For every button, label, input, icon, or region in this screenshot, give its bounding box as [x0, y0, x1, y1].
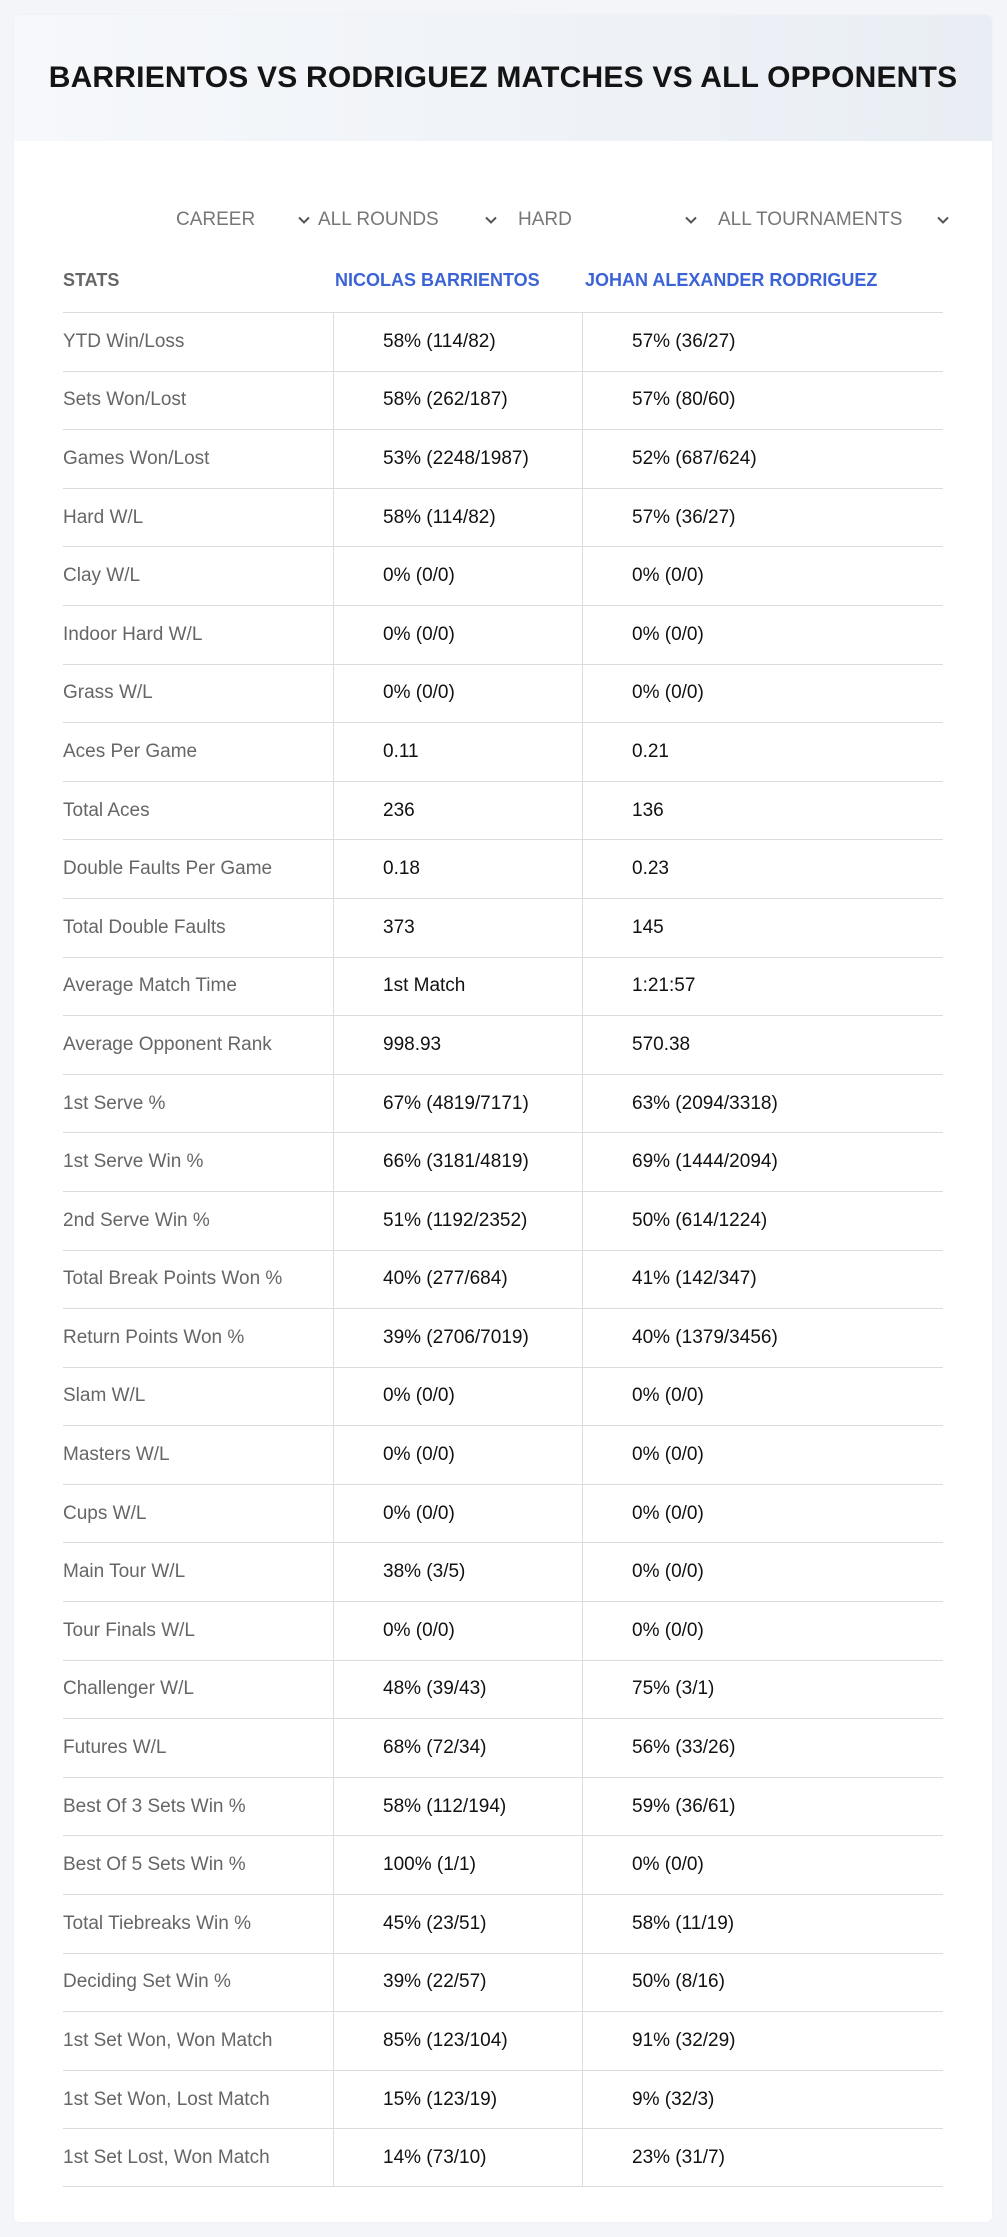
tournament-dropdown[interactable]: [718, 200, 950, 240]
table-row: [63, 1542, 943, 1601]
table-row: [63, 1250, 943, 1309]
stat-label: Double Faults Per Game: [63, 858, 273, 880]
player1-value: 0% (0/0): [333, 606, 582, 664]
player2-value: 1:21:57: [582, 958, 943, 1016]
player2-value: 9% (32/3): [582, 2071, 943, 2129]
table-row: [63, 371, 943, 430]
player2-value: 0% (0/0): [582, 1836, 943, 1894]
table-row: [63, 1015, 943, 1074]
player2-value: 57% (80/60): [582, 372, 943, 430]
table-row: [63, 1425, 943, 1484]
table-row: [63, 546, 943, 605]
player2-value: 0% (0/0): [582, 1426, 943, 1484]
player1-value: 0% (0/0): [333, 1485, 582, 1543]
player1-value: 14% (73/10): [333, 2129, 582, 2186]
player2-value: 136: [582, 782, 943, 840]
table-row: [63, 1894, 943, 1953]
player2-value: 0% (0/0): [582, 1368, 943, 1426]
player1-value: 100% (1/1): [333, 1836, 582, 1894]
table-row: [63, 605, 943, 664]
stat-label: Challenger W/L: [63, 1678, 194, 1700]
page-header: [14, 15, 992, 141]
table-row: [63, 488, 943, 547]
player2-value: 0% (0/0): [582, 1602, 943, 1660]
stat-label: Main Tour W/L: [63, 1561, 186, 1583]
player2-value: 56% (33/26): [582, 1719, 943, 1777]
player2-value: 0.23: [582, 840, 943, 898]
player2-value: 0% (0/0): [582, 1543, 943, 1601]
player1-value: 0% (0/0): [333, 547, 582, 605]
stat-label: Grass W/L: [63, 682, 153, 704]
stats-column-header: STATS: [63, 269, 120, 290]
player1-value: 45% (23/51): [333, 1895, 582, 1953]
player1-value: 58% (114/82): [333, 489, 582, 547]
stat-label: Average Opponent Rank: [63, 1033, 272, 1055]
stat-label: Sets Won/Lost: [63, 389, 187, 411]
stat-label: Cups W/L: [63, 1502, 147, 1524]
player1-value: 53% (2248/1987): [333, 430, 582, 488]
table-row: [63, 839, 943, 898]
stat-label: 1st Serve Win %: [63, 1151, 204, 1173]
stat-label: 1st Set Won, Lost Match: [63, 2088, 270, 2110]
table-row: [63, 1191, 943, 1250]
table-row: [63, 1074, 943, 1133]
stat-label: Tour Finals W/L: [63, 1619, 195, 1641]
stat-label: Total Double Faults: [63, 916, 226, 938]
stat-label: Hard W/L: [63, 506, 144, 528]
table-header: [14, 260, 992, 300]
player1-value: 373: [333, 899, 582, 957]
table-row: [63, 1835, 943, 1894]
player2-value: 0.21: [582, 723, 943, 781]
period-dropdown[interactable]: [176, 200, 311, 240]
tournament-dropdown-value: ALL TOURNAMENTS: [718, 209, 903, 230]
player1-value: 0% (0/0): [333, 1426, 582, 1484]
table-row: [63, 957, 943, 1016]
stat-label: Total Aces: [63, 799, 150, 821]
table-row: [63, 1777, 943, 1836]
player2-value: 63% (2094/3318): [582, 1075, 943, 1133]
player1-value: 51% (1192/2352): [333, 1192, 582, 1250]
player2-value: 50% (614/1224): [582, 1192, 943, 1250]
chevron-down-icon: [484, 213, 498, 227]
player2-value: 75% (3/1): [582, 1661, 943, 1719]
stat-label: 2nd Serve Win %: [63, 1209, 210, 1231]
stat-label: 1st Serve %: [63, 1092, 166, 1114]
table-row: [63, 1953, 943, 2012]
player2-value: 59% (36/61): [582, 1778, 943, 1836]
surface-dropdown-value: HARD: [518, 209, 572, 230]
table-row: [63, 1484, 943, 1543]
player2-value: 23% (31/7): [582, 2129, 943, 2186]
stat-label: Indoor Hard W/L: [63, 623, 203, 645]
stat-label: Futures W/L: [63, 1737, 167, 1759]
player1-value: 1st Match: [333, 958, 582, 1016]
surface-dropdown[interactable]: [518, 200, 698, 240]
stat-label: Total Tiebreaks Win %: [63, 1912, 251, 1934]
player1-value: 48% (39/43): [333, 1661, 582, 1719]
table-row: [63, 312, 943, 371]
player1-value: 40% (277/684): [333, 1251, 582, 1309]
stat-label: 1st Set Lost, Won Match: [63, 2146, 270, 2168]
stats-card: [14, 15, 992, 2222]
table-row: [63, 898, 943, 957]
player1-value: 58% (112/194): [333, 1778, 582, 1836]
table-row: [63, 781, 943, 840]
stat-label: Best Of 5 Sets Win %: [63, 1854, 246, 1876]
player1-value: 0% (0/0): [333, 1368, 582, 1426]
player2-value: 57% (36/27): [582, 313, 943, 371]
stat-label: Return Points Won %: [63, 1326, 245, 1348]
table-row: [63, 1601, 943, 1660]
player2-value: 145: [582, 899, 943, 957]
stat-label: Slam W/L: [63, 1385, 146, 1407]
player1-value: 0.11: [333, 723, 582, 781]
player2-column-header[interactable]: JOHAN ALEXANDER RODRIGUEZ: [585, 269, 878, 290]
player1-value: 85% (123/104): [333, 2012, 582, 2070]
player2-value: 69% (1444/2094): [582, 1133, 943, 1191]
chevron-down-icon: [684, 213, 698, 227]
table-row: [63, 1132, 943, 1191]
chevron-down-icon: [936, 213, 950, 227]
stat-label: YTD Win/Loss: [63, 330, 185, 352]
stat-label: Masters W/L: [63, 1444, 170, 1466]
player2-value: 0% (0/0): [582, 665, 943, 723]
player2-value: 0% (0/0): [582, 1485, 943, 1543]
table-row: [63, 1367, 943, 1426]
player1-value: 67% (4819/7171): [333, 1075, 582, 1133]
round-dropdown-value: ALL ROUNDS: [318, 209, 439, 230]
player1-value: 39% (2706/7019): [333, 1309, 582, 1367]
player2-value: 91% (32/29): [582, 2012, 943, 2070]
stat-label: Clay W/L: [63, 565, 141, 587]
stat-label: Total Break Points Won %: [63, 1268, 283, 1290]
player1-value: 15% (123/19): [333, 2071, 582, 2129]
player1-value: 58% (262/187): [333, 372, 582, 430]
player1-value: 0.18: [333, 840, 582, 898]
player2-value: 40% (1379/3456): [582, 1309, 943, 1367]
player1-column-header[interactable]: NICOLAS BARRIENTOS: [335, 269, 540, 290]
player2-value: 0% (0/0): [582, 547, 943, 605]
stat-label: Deciding Set Win %: [63, 1971, 231, 1993]
player2-value: 57% (36/27): [582, 489, 943, 547]
stats-table: [63, 312, 943, 2187]
period-dropdown-value: CAREER: [176, 209, 256, 230]
table-row: [63, 2128, 943, 2187]
stat-label: 1st Set Won, Won Match: [63, 2030, 273, 2052]
player2-value: 50% (8/16): [582, 1954, 943, 2012]
stat-label: Games Won/Lost: [63, 447, 210, 469]
table-row: [63, 1308, 943, 1367]
table-row: [63, 1660, 943, 1719]
player1-value: 58% (114/82): [333, 313, 582, 371]
player1-value: 0% (0/0): [333, 665, 582, 723]
player1-value: 66% (3181/4819): [333, 1133, 582, 1191]
filter-bar: [14, 200, 992, 240]
player2-value: 52% (687/624): [582, 430, 943, 488]
table-row: [63, 664, 943, 723]
stat-label: Average Match Time: [63, 975, 237, 997]
chevron-down-icon: [297, 213, 311, 227]
player1-value: 68% (72/34): [333, 1719, 582, 1777]
player1-value: 38% (3/5): [333, 1543, 582, 1601]
table-row: [63, 722, 943, 781]
page-title: BARRIENTOS VS RODRIGUEZ MATCHES VS ALL OPPONENTS: [48, 61, 958, 94]
round-dropdown[interactable]: [318, 200, 498, 240]
stat-label: Best Of 3 Sets Win %: [63, 1795, 246, 1817]
table-row: [63, 1718, 943, 1777]
table-row: [63, 429, 943, 488]
player1-value: 998.93: [333, 1016, 582, 1074]
stat-label: Aces Per Game: [63, 740, 198, 762]
player1-value: 236: [333, 782, 582, 840]
player2-value: 41% (142/347): [582, 1251, 943, 1309]
player2-value: 0% (0/0): [582, 606, 943, 664]
table-row: [63, 2011, 943, 2070]
player2-value: 570.38: [582, 1016, 943, 1074]
table-row: [63, 2070, 943, 2129]
player1-value: 39% (22/57): [333, 1954, 582, 2012]
player2-value: 58% (11/19): [582, 1895, 943, 1953]
player1-value: 0% (0/0): [333, 1602, 582, 1660]
